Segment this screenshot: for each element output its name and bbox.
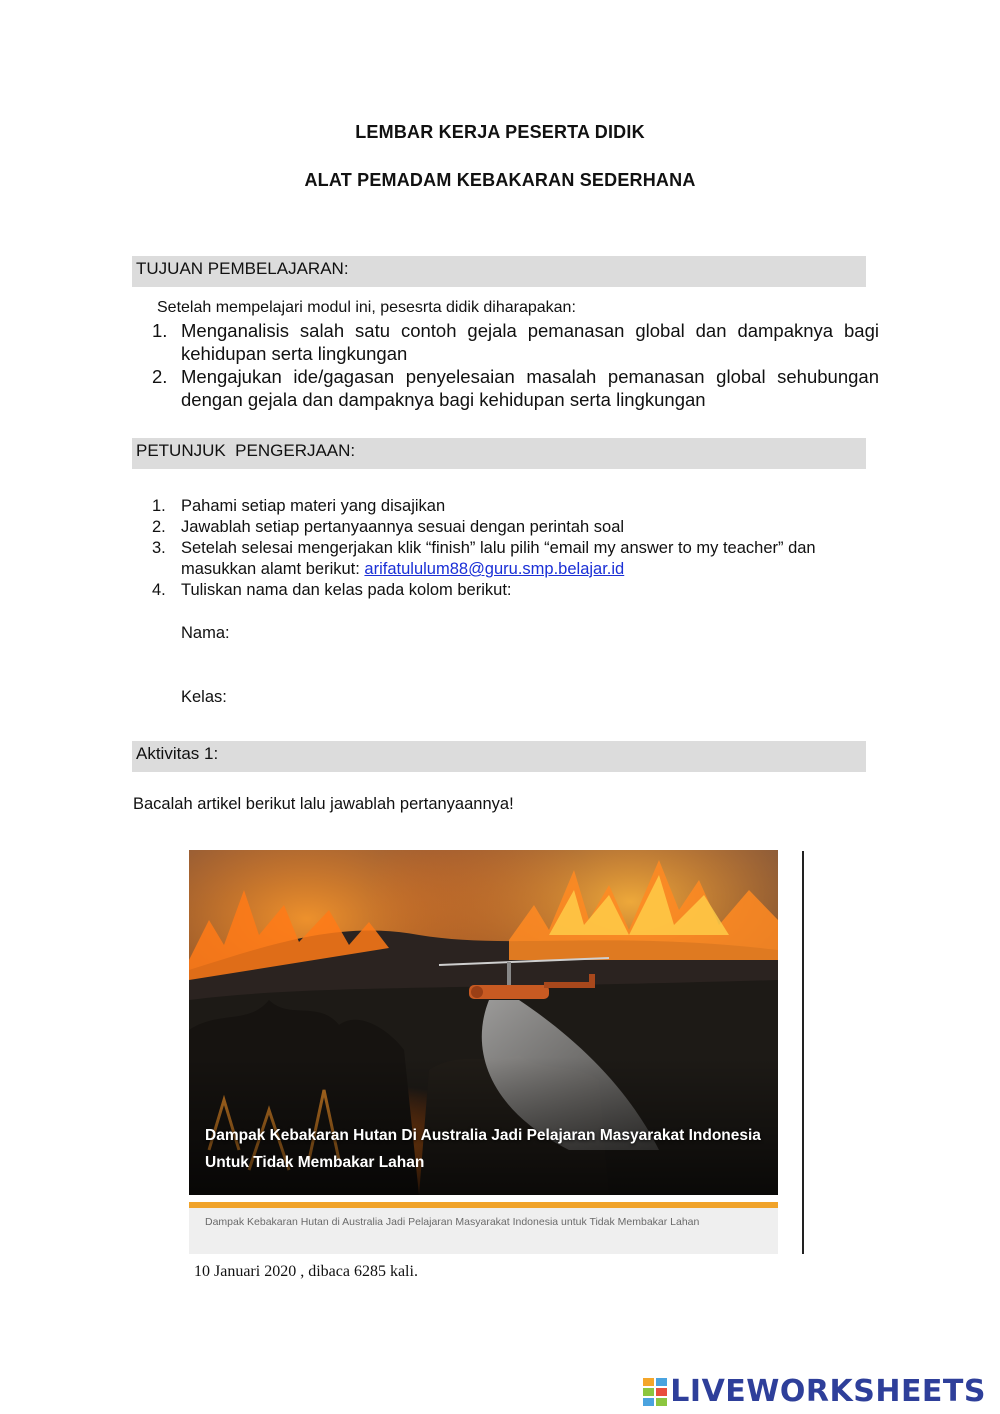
list-number: 3. (152, 539, 166, 557)
list-text: Tuliskan nama dan kelas pada kolom berikut: (181, 581, 512, 599)
page-title: LEMBAR KERJA PESERTA DIDIK (355, 122, 645, 142)
list-number: 1. (152, 320, 168, 341)
kelas-label: Kelas: (181, 688, 227, 706)
list-text: Pahami setiap materi yang disajikan (181, 497, 446, 515)
list-item (152, 496, 882, 517)
list-text: Jawablah setiap pertanyaannya sesuai dengan perintah soal (181, 518, 625, 536)
list-number: 2. (152, 366, 168, 387)
liveworksheets-logo-icon (643, 1378, 667, 1406)
list-item (152, 517, 882, 538)
petunjuk-list (152, 496, 882, 601)
teacher-email-link[interactable]: arifatululum88@guru.smp.belajar.id (364, 560, 625, 578)
aktivitas-heading-bar (132, 741, 866, 772)
tujuan-intro: Setelah mempelajari modul ini, pesesrta didik diharapakan: (157, 299, 576, 316)
list-item (152, 365, 879, 411)
list-number: 1. (152, 497, 166, 515)
nama-label: Nama: (181, 624, 230, 642)
list-number: 2. (152, 518, 166, 536)
tujuan-list (152, 319, 879, 411)
page-subtitle: ALAT PEMADAM KEBAKARAN SEDERHANA (304, 170, 696, 190)
vertical-divider (802, 851, 804, 1254)
image-headline-line-1: Dampak Kebakaran Hutan Di Australia Jadi Pelajaran Masyarakat Indonesia (205, 1127, 761, 1144)
article-date-line: 10 Januari 2020 , dibaca 6285 kali. (194, 1263, 418, 1280)
list-item (152, 538, 882, 580)
image-caption-box (189, 1208, 778, 1254)
list-item (152, 580, 882, 601)
list-text: Mengajukan ide/gagasan penyelesaian masalah pemanasan global sehubungan dengan gejala dan dampaknya bagi kehidupan serta lingkungan (181, 366, 879, 410)
petunjuk-heading: PETUNJUK PENGERJAAN: (136, 441, 356, 460)
image-headline-line-2: Untuk Tidak Membakar Lahan (205, 1154, 425, 1171)
tujuan-heading: TUJUAN PEMBELAJARAN: (136, 259, 349, 278)
tujuan-heading-bar (132, 256, 866, 287)
liveworksheets-logo-text: LIVEWORKSHEETS (670, 1374, 986, 1409)
list-text: Menganalisis salah satu contoh gejala pemanasan global dan dampaknya bagi kehidupan serta lingkungan (181, 320, 879, 364)
image-caption: Dampak Kebakaran Hutan di Australia Jadi Pelajaran Masyarakat Indonesia untuk Tidak Membakar Lahan (205, 1216, 700, 1228)
aktivitas-heading: Aktivitas 1: (136, 744, 219, 763)
liveworksheets-logo (643, 1374, 986, 1409)
list-number: 4. (152, 581, 166, 599)
article-image (189, 850, 778, 1195)
wildfire-helicopter-illustration (189, 850, 778, 1195)
list-item (152, 319, 879, 365)
reading-instruction: Bacalah artikel berikut lalu jawablah pertanyaannya! (133, 795, 514, 813)
petunjuk-heading-bar (132, 438, 866, 469)
list-text: Setelah selesai mengerjakan klik “finish” lalu pilih “email my answer to my teacher” dan masukkan alamt berikut: (181, 539, 816, 578)
